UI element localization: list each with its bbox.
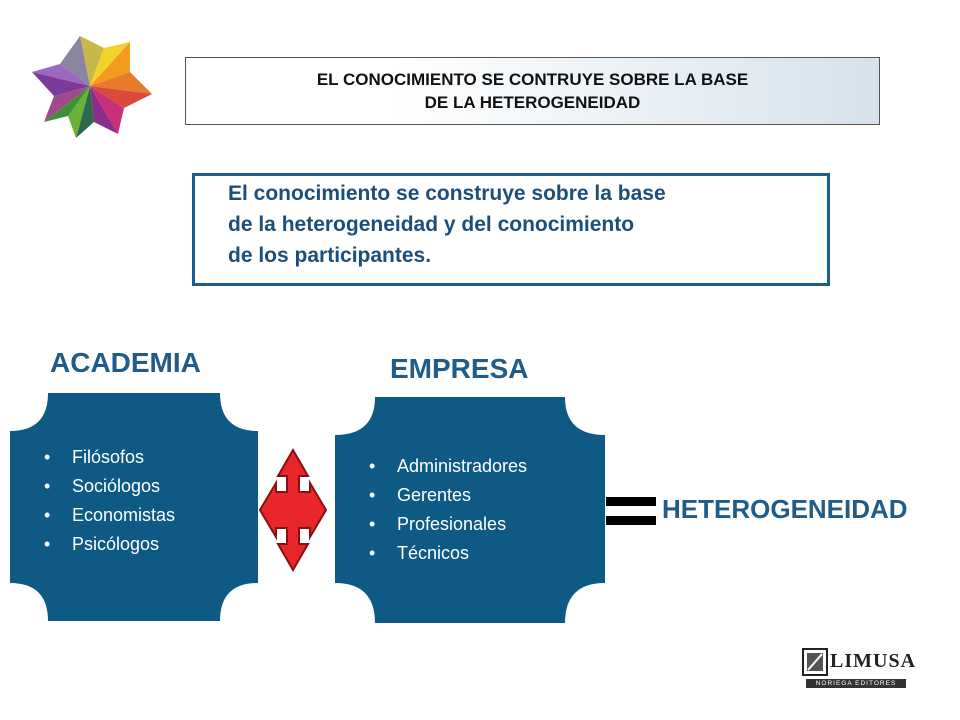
result-label: HETEROGENEIDAD xyxy=(662,494,908,524)
title-banner xyxy=(185,57,880,125)
title-line-2: DE LA HETEROGENEIDAD xyxy=(424,93,641,112)
list-item: • Profesionales xyxy=(369,510,527,539)
list-item: • Filósofos xyxy=(44,443,175,472)
publisher-logo xyxy=(800,644,917,692)
academia-list xyxy=(44,443,175,559)
academia-heading: ACADEMIA xyxy=(50,347,201,378)
empresa-heading: EMPRESA xyxy=(390,353,529,384)
statement-line-3: de los participantes. xyxy=(228,244,432,267)
list-item: • Técnicos xyxy=(369,539,527,568)
statement-line-2: de la heterogeneidad y del conocimiento xyxy=(228,213,635,236)
list-item: • Economistas xyxy=(44,501,175,530)
pinwheel-logo-icon xyxy=(26,30,156,142)
list-item: • Gerentes xyxy=(369,481,527,510)
four-way-arrow-icon xyxy=(258,448,328,572)
list-item: • Administradores xyxy=(369,452,527,481)
publisher-name: LIMUSA xyxy=(830,650,917,672)
equals-icon xyxy=(606,497,656,527)
empresa-list xyxy=(369,452,527,568)
list-item: • Psicólogos xyxy=(44,530,175,559)
publisher-subtitle: NORIEGA EDITORES xyxy=(806,679,906,688)
statement-box xyxy=(192,173,830,286)
statement-line-1: El conocimiento se construye sobre la base xyxy=(228,182,666,205)
list-item: • Sociólogos xyxy=(44,472,175,501)
academia-card xyxy=(10,393,258,621)
title-line-1: EL CONOCIMIENTO SE CONTRUYE SOBRE LA BASE xyxy=(316,70,749,89)
publisher-mark-icon xyxy=(802,648,828,676)
empresa-card xyxy=(335,397,605,623)
